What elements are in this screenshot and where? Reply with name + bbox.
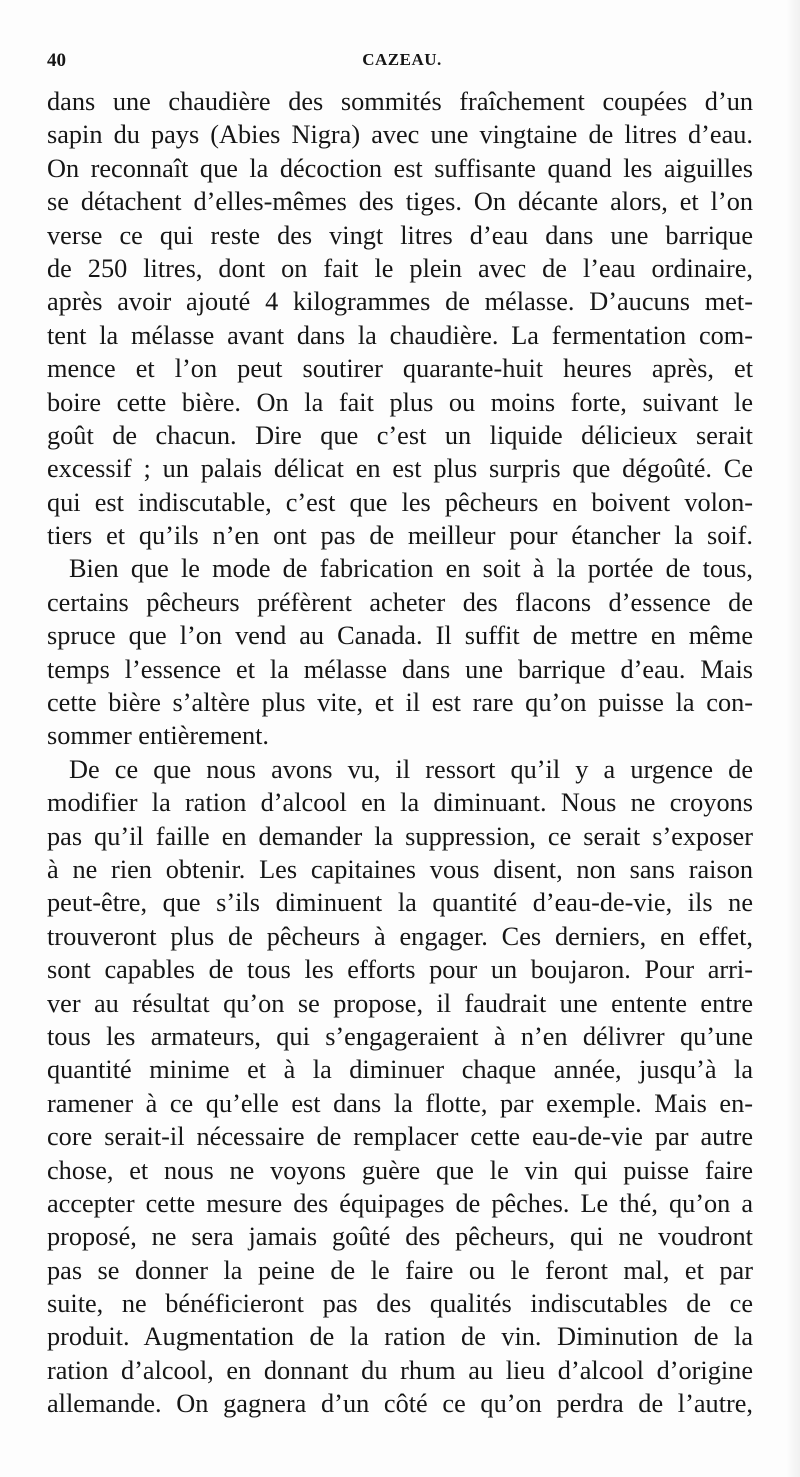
text-line: modifier la ration d’alcool en la diminuant. Nous ne croyons xyxy=(47,788,753,818)
text-line: se détachent d’elles-mêmes des tiges. On décante alors, et l’on xyxy=(47,187,753,217)
text-line: de 250 litres, dont on fait le plein avec de l’eau ordinaire, xyxy=(47,253,753,283)
text-line: goût de chacun. Dire que c’est un liquide délicieux serait xyxy=(47,420,753,450)
text-line: On reconnaît que la décoction est suffisante quand les aiguilles xyxy=(47,153,753,183)
text-line: trouveront plus de pêcheurs à engager. Ces derniers, en effet, xyxy=(47,921,753,951)
text-line: temps l’essence et la mélasse dans une barrique d’eau. Mais xyxy=(47,654,753,684)
page-edge-shadow xyxy=(786,0,800,1477)
body-text xyxy=(47,85,753,1421)
running-title: CAZEAU. xyxy=(362,50,442,69)
text-line: Bien que le mode de fabrication en soit à la portée de tous, xyxy=(69,554,753,584)
text-line: pas qu’il faille en demander la suppression, ce serait s’exposer xyxy=(47,821,753,851)
text-line: qui est indiscutable, c’est que les pêcheurs en boivent volon- xyxy=(47,487,753,517)
text-line: accepter cette mesure des équipages de pêches. Le thé, qu’on a xyxy=(47,1188,753,1218)
text-line: tous les armateurs, qui s’engageraient à n’en délivrer qu’une xyxy=(47,1021,753,1051)
text-line: ration d’alcool, en donnant du rhum au lieu d’alcool d’origine xyxy=(47,1355,753,1385)
text-line: excessif ; un palais délicat en est plus surpris que dégoûté. Ce xyxy=(47,454,753,484)
text-line: certains pêcheurs préfèrent acheter des flacons d’essence de xyxy=(47,587,753,617)
text-line: à ne rien obtenir. Les capitaines vous disent, non sans raison xyxy=(47,854,753,884)
text-line: ver au résultat qu’on se propose, il faudrait une entente entre xyxy=(47,988,753,1018)
text-line: sapin du pays (Abies Nigra) avec une vingtaine de litres d’eau. xyxy=(47,120,753,150)
text-line: mence et l’on peut soutirer quarante-huit heures après, et xyxy=(47,354,753,384)
text-line: peut-être, que s’ils diminuent la quantité d’eau-de-vie, ils ne xyxy=(47,888,753,918)
text-line: pas se donner la peine de le faire ou le feront mal, et par xyxy=(47,1255,753,1285)
text-line: spruce que l’on vend au Canada. Il suffit de mettre en même xyxy=(47,621,753,651)
text-line: tent la mélasse avant dans la chaudière. La fermentation com- xyxy=(47,320,753,350)
text-line: cette bière s’altère plus vite, et il est rare qu’on puisse la con- xyxy=(47,688,753,718)
text-line: boire cette bière. On la fait plus ou moins forte, suivant le xyxy=(47,387,753,417)
text-line: chose, et nous ne voyons guère que le vin qui puisse faire xyxy=(47,1155,753,1185)
page-header xyxy=(47,50,757,74)
text-line: suite, ne bénéficieront pas des qualités indiscutables de ce xyxy=(47,1289,753,1319)
text-line: sommer entièrement. xyxy=(47,721,269,751)
text-line: tiers et qu’ils n’en ont pas de meilleur pour étancher la soif. xyxy=(47,521,753,551)
text-line: core serait-il nécessaire de remplacer cette eau-de-vie par autre xyxy=(47,1122,753,1152)
text-line: produit. Augmentation de la ration de vin. Diminution de la xyxy=(47,1322,753,1352)
text-line: De ce que nous avons vu, il ressort qu’il y a urgence de xyxy=(69,754,753,784)
text-line: ramener à ce qu’elle est dans la flotte, par exemple. Mais en- xyxy=(47,1088,753,1118)
text-line: verse ce qui reste des vingt litres d’eau dans une barrique xyxy=(47,220,753,250)
page-number: 40 xyxy=(47,50,66,71)
text-line: proposé, ne sera jamais goûté des pêcheurs, qui ne voudront xyxy=(47,1222,753,1252)
text-line: allemande. On gagnera d’un côté ce qu’on perdra de l’autre, xyxy=(47,1389,753,1419)
text-line: dans une chaudière des sommités fraîchement coupées d’un xyxy=(47,87,753,116)
text-line: sont capables de tous les efforts pour un boujaron. Pour arri- xyxy=(47,955,753,985)
text-line: après avoir ajouté 4 kilogrammes de mélasse. D’aucuns met- xyxy=(47,287,753,317)
text-line: quantité minime et à la diminuer chaque année, jusqu’à la xyxy=(47,1055,753,1085)
